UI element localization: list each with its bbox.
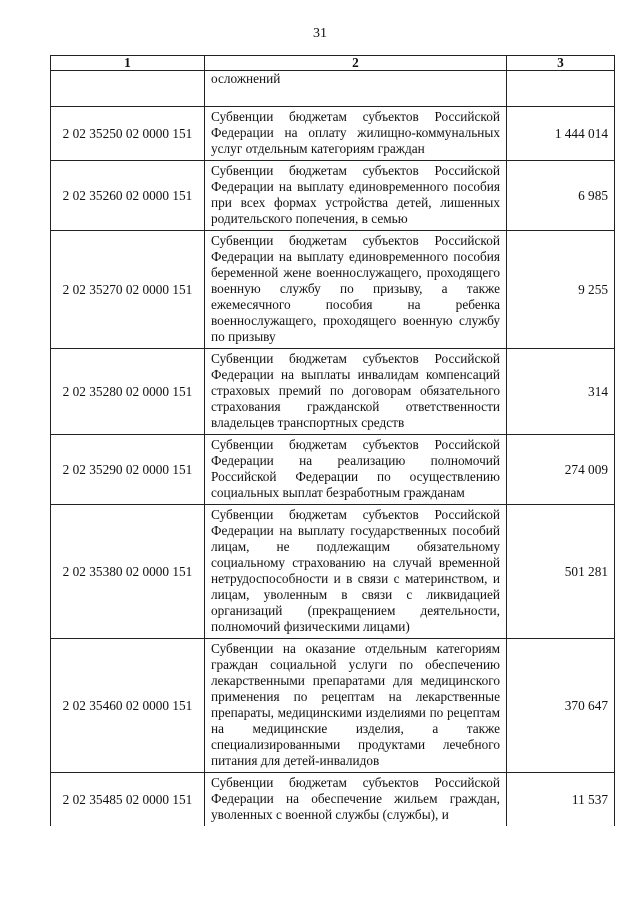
description-cell: осложнений <box>205 71 507 107</box>
table-header-row <box>51 56 615 71</box>
table-row <box>51 505 615 639</box>
amount-cell: 370 647 <box>507 639 615 773</box>
description-cell: Субвенции бюджетам субъектов Российской Федерации на обеспечение жильем граждан, уволенных с военной службы (службы), и <box>205 773 507 827</box>
table-row <box>51 231 615 349</box>
budget-code-cell: 2 02 35250 02 0000 151 <box>51 107 205 161</box>
amount-cell: 1 444 014 <box>507 107 615 161</box>
budget-code-cell: 2 02 35280 02 0000 151 <box>51 349 205 435</box>
table-row <box>51 773 615 827</box>
description-cell: Субвенции бюджетам субъектов Российской Федерации на выплаты инвалидам компенсаций страховых премий по договорам обязательного страхования гражданской ответственности владельцев транспортных средств <box>205 349 507 435</box>
description-cell: Субвенции бюджетам субъектов Российской Федерации на выплату единовременного пособия беременной жене военнослужащего, проходящего военную службу по призыву, а также ежемесячного пособия на ребенка военнослужащего, проходящего военную службу по призыву <box>205 231 507 349</box>
amount-cell <box>507 71 615 107</box>
amount-cell: 274 009 <box>507 435 615 505</box>
table-row <box>51 107 615 161</box>
budget-code-cell: 2 02 35290 02 0000 151 <box>51 435 205 505</box>
column-header-description: 2 <box>205 56 507 71</box>
amount-cell: 501 281 <box>507 505 615 639</box>
amount-cell: 9 255 <box>507 231 615 349</box>
description-cell: Субвенции бюджетам субъектов Российской Федерации на оплату жилищно-коммунальных услуг отдельным категориям граждан <box>205 107 507 161</box>
budget-revenue-table <box>50 55 615 826</box>
amount-cell: 6 985 <box>507 161 615 231</box>
amount-cell: 314 <box>507 349 615 435</box>
budget-code-cell: 2 02 35380 02 0000 151 <box>51 505 205 639</box>
table-row <box>51 435 615 505</box>
budget-code-cell: 2 02 35260 02 0000 151 <box>51 161 205 231</box>
table-row-continuation <box>51 71 615 107</box>
code-cell <box>51 71 205 107</box>
table-row <box>51 349 615 435</box>
description-cell: Субвенции бюджетам субъектов Российской Федерации на выплату единовременного пособия при всех формах устройства детей, лишенных родительского попечения, в семью <box>205 161 507 231</box>
column-header-code: 1 <box>51 56 205 71</box>
budget-code-cell: 2 02 35270 02 0000 151 <box>51 231 205 349</box>
budget-code-cell: 2 02 35485 02 0000 151 <box>51 773 205 827</box>
column-header-amount: 3 <box>507 56 615 71</box>
table-row <box>51 639 615 773</box>
budget-code-cell: 2 02 35460 02 0000 151 <box>51 639 205 773</box>
table-row <box>51 161 615 231</box>
description-cell: Субвенции бюджетам субъектов Российской Федерации на выплату государственных пособий лицам, не подлежащим обязательному социальному страхованию на случай временной нетрудоспособности и в связи с материнством, и лицам, уволенным в связи с ликвидацией организаций (прекращением деятельности, полномочий физическими лицами) <box>205 505 507 639</box>
description-cell: Субвенции бюджетам субъектов Российской Федерации на реализацию полномочий Российской Федерации по осуществлению социальных выплат безработным гражданам <box>205 435 507 505</box>
description-cell: Субвенции на оказание отдельным категориям граждан социальной услуги по обеспечению лекарственными препаратами для медицинского применения по рецептам на лекарственные препараты, медицинскими изделиями по рецептам на медицинские изделия, а также специализированными продуктами лечебного питания для детей-инвалидов <box>205 639 507 773</box>
amount-cell: 11 537 <box>507 773 615 827</box>
page-number: 31 <box>313 26 327 41</box>
